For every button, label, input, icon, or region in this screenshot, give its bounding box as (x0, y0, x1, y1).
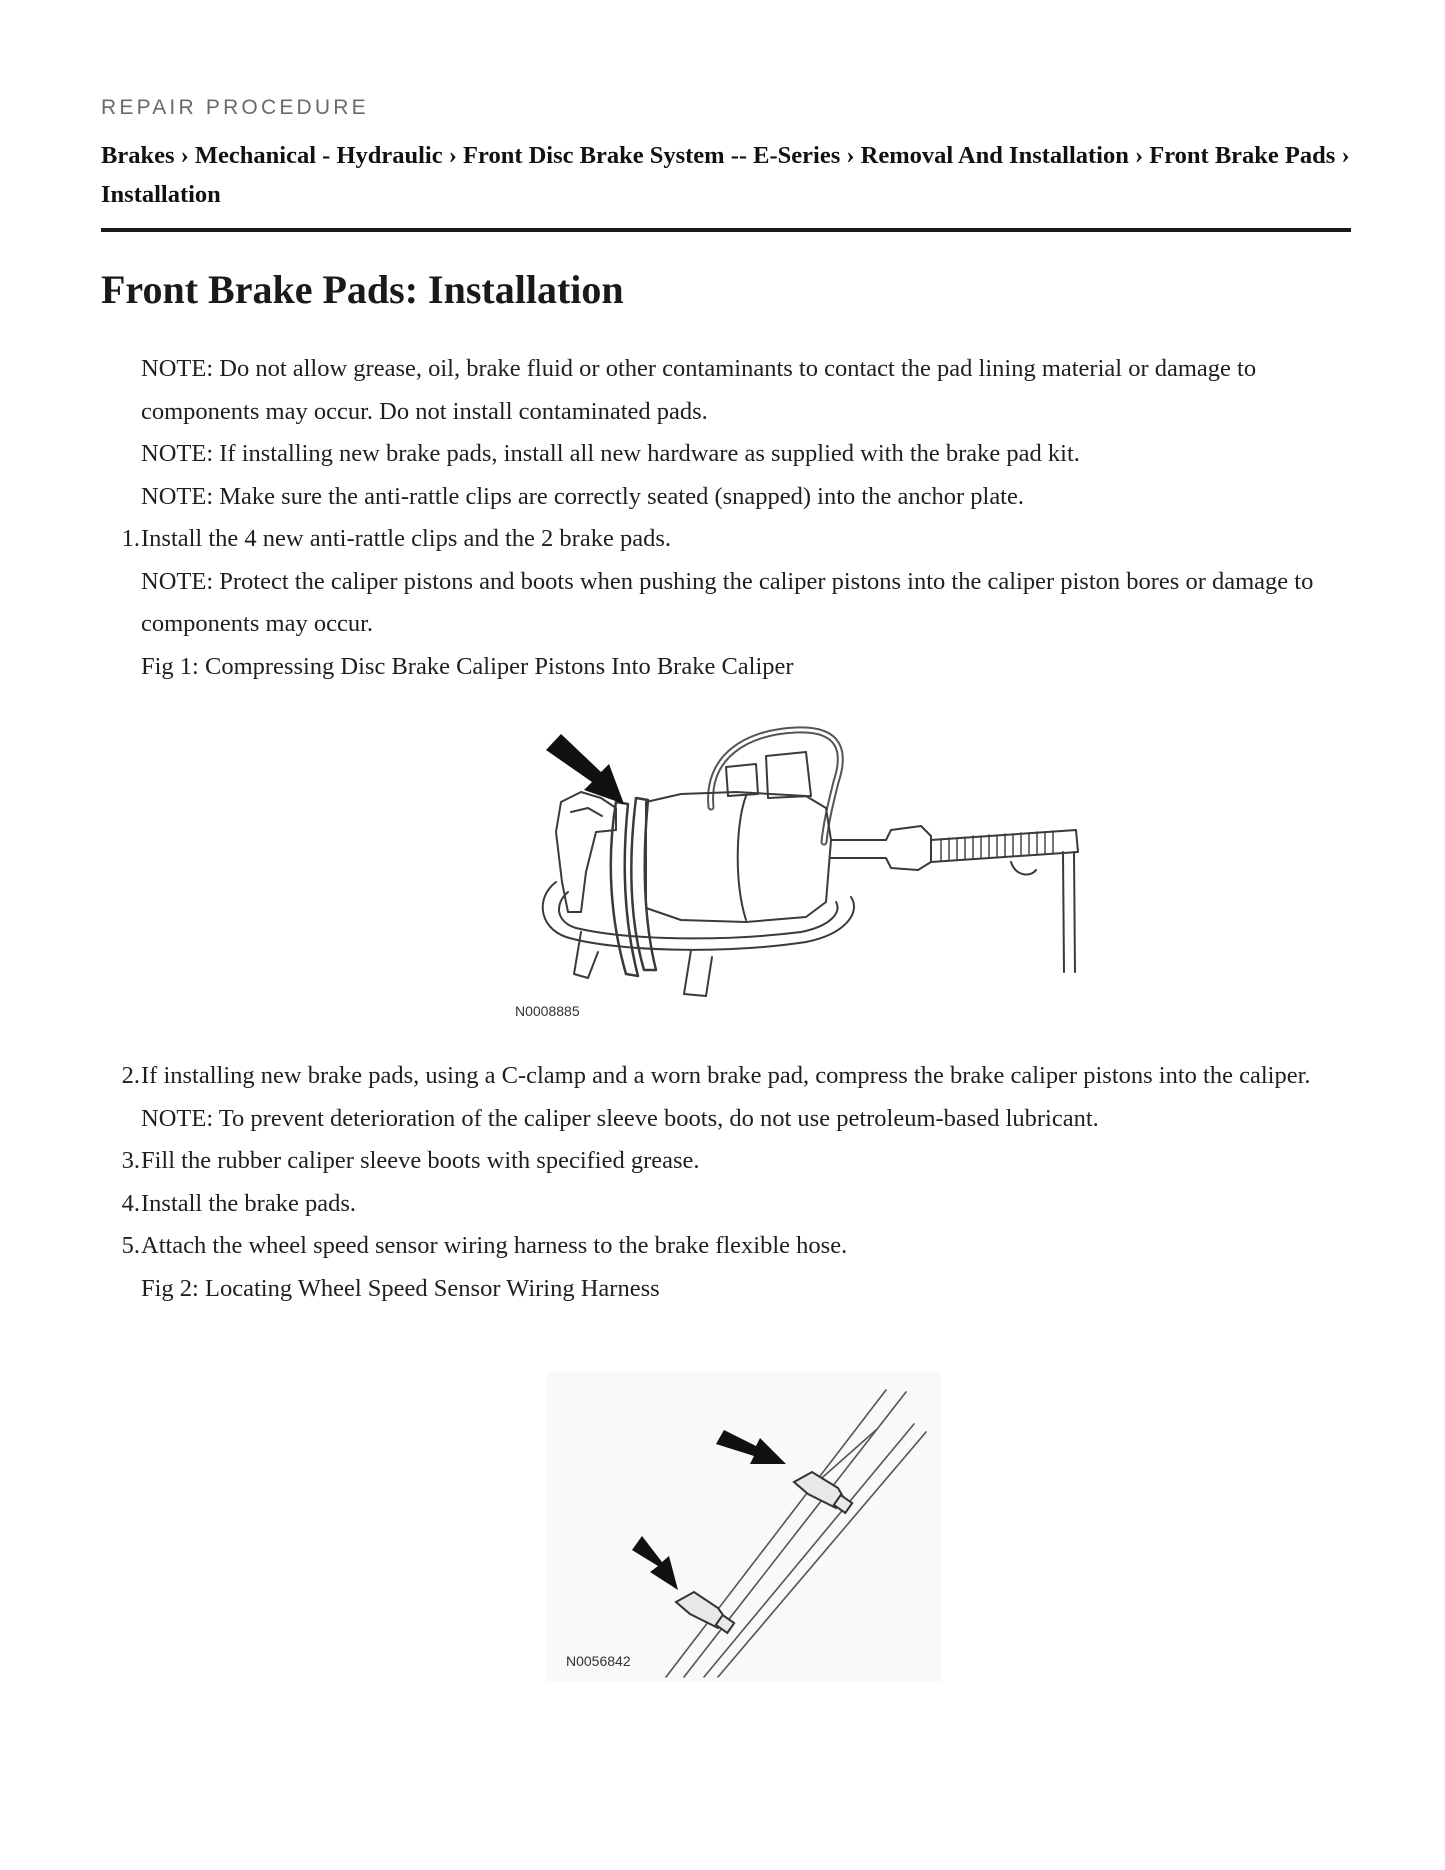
figure-caption: Fig 1: Compressing Disc Brake Caliper Pistons Into Brake Caliper (141, 652, 794, 680)
page-title: Front Brake Pads: Installation (101, 267, 624, 312)
breadcrumb-separator: › (1134, 142, 1150, 169)
breadcrumb-item-current: Installation (101, 181, 221, 208)
breadcrumb-item[interactable]: Removal And Installation (860, 142, 1129, 169)
breadcrumb-item[interactable]: Brakes (101, 142, 175, 169)
breadcrumb-item[interactable]: Mechanical - Hydraulic (194, 142, 443, 169)
step-3 (121, 1140, 1356, 1183)
procedure-section-1 (121, 348, 1356, 688)
step-text: Attach the wheel speed sensor wiring harness to the brake flexible hose. (141, 1232, 848, 1259)
figure-1-code: N0008885 (515, 1003, 580, 1019)
breadcrumb-separator: › (180, 142, 195, 169)
note: NOTE: To prevent deterioration of the caliper sleeve boots, do not use petroleum-based lubricant. (141, 1104, 1099, 1132)
step-number: 2. (121, 1062, 140, 1089)
breadcrumb-separator: › (846, 142, 861, 169)
breadcrumb-separator: › (1341, 142, 1350, 169)
step-text: Fill the rubber caliper sleeve boots with specified grease. (141, 1147, 700, 1174)
step-number: 5. (121, 1232, 140, 1259)
figure-2-wheel-speed-sensor-harness (546, 1372, 941, 1682)
figure-2-code: N0056842 (566, 1653, 631, 1669)
procedure-section-2 (121, 1055, 1356, 1310)
note: NOTE: Make sure the anti-rattle clips are correctly seated (snapped) into the anchor plate. (141, 482, 1024, 510)
step-number: 3. (121, 1147, 140, 1174)
note: NOTE: If installing new brake pads, install all new hardware as supplied with the brake pad kit. (141, 440, 1080, 467)
breadcrumb (101, 136, 1351, 214)
breadcrumb-item[interactable]: Front Brake Pads (1149, 142, 1336, 169)
step-text: Install the brake pads. (141, 1189, 356, 1217)
step-number: 4. (121, 1189, 140, 1217)
section-kicker: REPAIR PROCEDURE (101, 96, 369, 119)
step-1 (121, 518, 1356, 561)
breadcrumb-item[interactable]: Front Disc Brake System -- E-Series (463, 142, 841, 169)
step-number: 1. (121, 525, 140, 552)
step-5 (121, 1225, 1356, 1268)
step-text: If installing new brake pads, using a C-clamp and a worn brake pad, compress the brake caliper pistons into the caliper. (141, 1062, 1311, 1089)
note: NOTE: Do not allow grease, oil, brake fluid or other contaminants to contact the pad lining material or damage to components may occur. Do not install contaminated pads. (141, 355, 1257, 425)
step-text: Install the 4 new anti-rattle clips and the 2 brake pads. (141, 525, 671, 552)
step-2 (121, 1055, 1356, 1098)
header-divider (101, 228, 1351, 232)
note: NOTE: Protect the caliper pistons and boots when pushing the caliper pistons into the caliper piston bores or damage to components may occur. (141, 567, 1314, 637)
figure-caption: Fig 2: Locating Wheel Speed Sensor Wiring Harness (141, 1274, 660, 1302)
figure-1-caliper-c-clamp (506, 712, 1086, 1032)
breadcrumb-separator: › (448, 142, 464, 169)
step-4 (121, 1183, 1356, 1226)
